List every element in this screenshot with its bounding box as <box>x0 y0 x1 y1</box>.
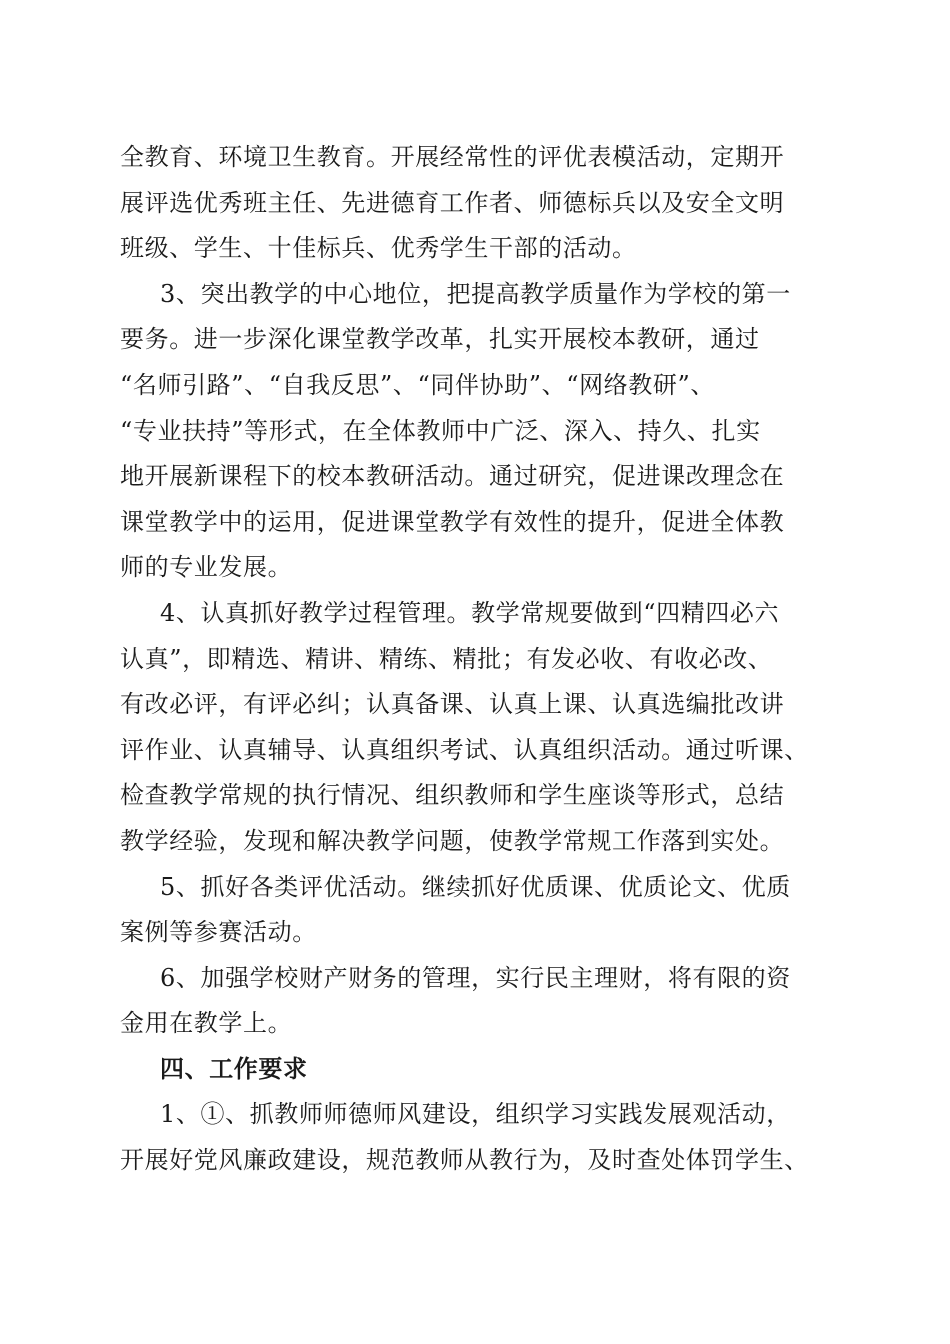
paragraph-line: 开展好党风廉政建设，规范教师从教行为，及时查处体罚学生、 <box>120 1146 809 1175</box>
document-body <box>120 135 840 1184</box>
paragraph-line: 课堂教学中的运用，促进课堂教学有效性的提升，促进全体教 <box>120 507 785 536</box>
paragraph-line: “名师引路”、“自我反思”、“同伴协助”、“网络教研”、 <box>120 370 715 399</box>
paragraph-line: 案例等参赛活动。 <box>120 918 317 947</box>
paragraph-line: 4、认真抓好教学过程管理。教学常规要做到“四精四必六 <box>160 598 780 627</box>
paragraph-line: 5、抓好各类评优活动。继续抓好优质课、优质论文、优质 <box>160 872 791 901</box>
paragraph-line: 检查教学常规的执行情况、组织教师和学生座谈等形式，总结 <box>120 781 785 810</box>
paragraph-line: 要务。进一步深化课堂教学改革，扎实开展校本教研，通过 <box>120 325 760 354</box>
paragraph-line: 1、①、抓教师师德师风建设，组织学习实践发展观活动， <box>160 1100 791 1129</box>
paragraph-line: 金用在教学上。 <box>120 1009 293 1038</box>
paragraph-line: 班级、学生、十佳标兵、优秀学生干部的活动。 <box>120 234 637 263</box>
paragraph-line: 3、突出教学的中心地位，把提高教学质量作为学校的第一 <box>160 279 791 308</box>
paragraph-line: 教学经验，发现和解决教学问题，使教学常规工作落到实处。 <box>120 826 785 855</box>
paragraph-line: 6、加强学校财产财务的管理，实行民主理财，将有限的资 <box>160 963 791 992</box>
paragraph-line: 评作业、认真辅导、认真组织考试、认真组织活动。通过听课、 <box>120 735 809 764</box>
paragraph-line: 地开展新课程下的校本教研活动。通过研究，促进课改理念在 <box>120 462 785 491</box>
paragraph-line: 师的专业发展。 <box>120 553 293 582</box>
paragraph-line: 展评选优秀班主任、先进德育工作者、师德标兵以及安全文明 <box>120 188 785 217</box>
paragraph-line: 有改必评，有评必纠；认真备课、认真上课、认真选编批改讲 <box>120 690 785 719</box>
paragraph-line: “专业扶持”等形式，在全体教师中广泛、深入、持久、扎实 <box>120 416 761 445</box>
paragraph-line: 全教育、环境卫生教育。开展经常性的评优表模活动，定期开 <box>120 143 785 171</box>
section-heading: 四、工作要求 <box>160 1054 308 1083</box>
paragraph-line: 认真”，即精选、精讲、精练、精批；有发必收、有收必改、 <box>120 644 773 673</box>
